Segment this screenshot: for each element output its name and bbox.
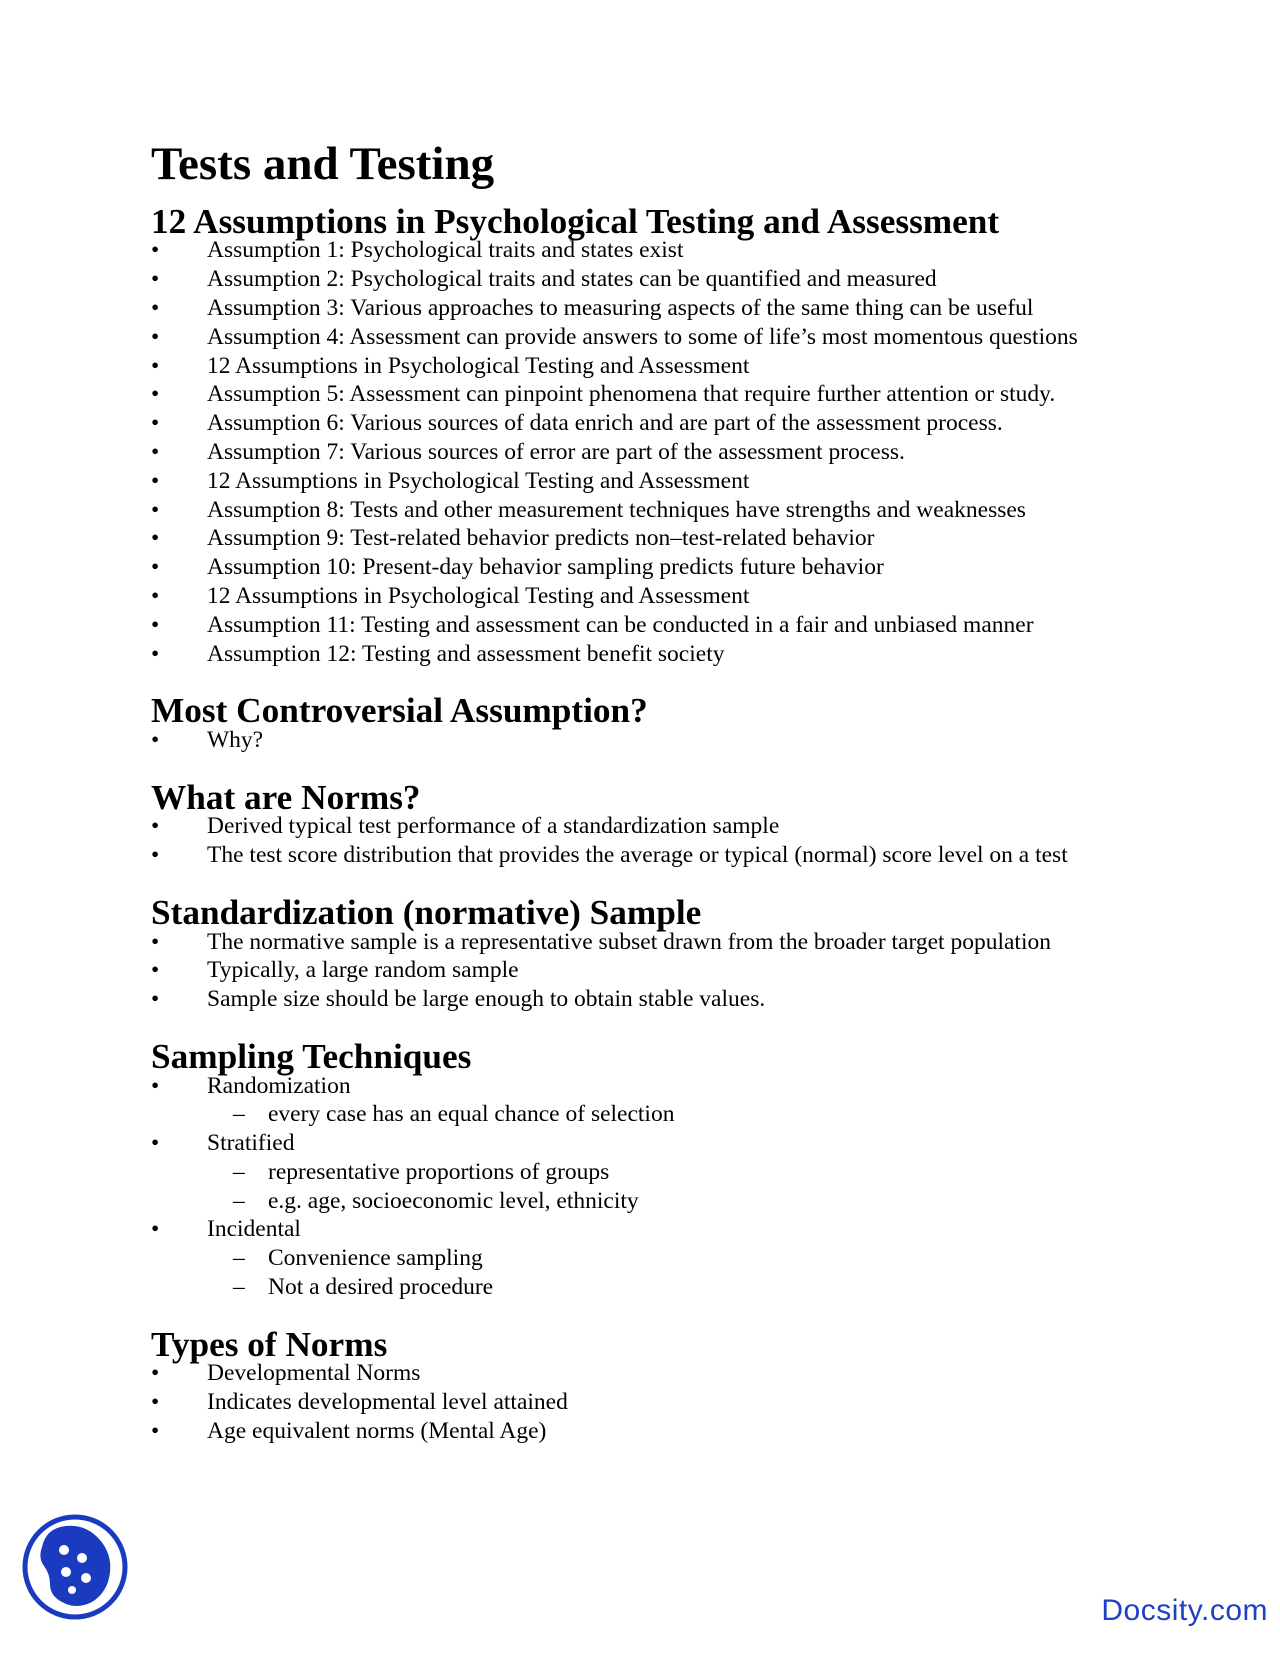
list-item-text: Assumption 1: Psychological traits and states exist bbox=[207, 237, 684, 264]
list-item bbox=[151, 841, 1161, 870]
list-item-text: Assumption 9: Test-related behavior predicts non–test-related behavior bbox=[207, 525, 875, 552]
docsity-brand-link[interactable]: Docsity.com bbox=[1101, 1594, 1268, 1627]
list-item bbox=[151, 956, 1161, 985]
bullet-icon: • bbox=[151, 640, 160, 667]
list-item bbox=[151, 1417, 1161, 1446]
document-title: Tests and Testing bbox=[151, 138, 495, 190]
section-heading: Sampling Techniques bbox=[151, 1036, 472, 1076]
bullet-icon: • bbox=[151, 352, 160, 379]
list-item-text: The test score distribution that provides the average or typical (normal) score level on a test bbox=[207, 842, 1068, 869]
section-heading: 12 Assumptions in Psychological Testing and Assessment bbox=[151, 201, 1000, 241]
list-item-text: Assumption 11: Testing and assessment can be conducted in a fair and unbiased manner bbox=[207, 611, 1034, 638]
list-item bbox=[151, 236, 1161, 265]
dash-icon: – bbox=[233, 1101, 245, 1128]
sub-list-item-text: Convenience sampling bbox=[268, 1245, 483, 1272]
bullet-icon: • bbox=[151, 1418, 160, 1445]
list-item-text: Indicates developmental level attained bbox=[207, 1389, 568, 1416]
sub-list-item bbox=[151, 1100, 1161, 1129]
list-item bbox=[151, 524, 1161, 553]
section bbox=[151, 892, 1161, 1014]
bullet-icon: • bbox=[151, 1130, 160, 1157]
sub-list-item bbox=[151, 1273, 1161, 1302]
bullet-list bbox=[151, 726, 1161, 755]
sub-list-item-text: Not a desired procedure bbox=[268, 1274, 494, 1301]
list-item bbox=[151, 611, 1161, 640]
list-item bbox=[151, 409, 1161, 438]
bullet-icon: • bbox=[151, 986, 160, 1013]
section bbox=[151, 777, 1161, 870]
list-item-text: Assumption 5: Assessment can pinpoint phenomena that require further attention or study. bbox=[207, 381, 1056, 408]
section bbox=[151, 691, 1161, 755]
bullet-icon: • bbox=[151, 237, 160, 264]
sub-list-item bbox=[151, 1158, 1161, 1187]
list-item bbox=[151, 582, 1161, 611]
list-item bbox=[151, 380, 1161, 409]
document-body bbox=[151, 138, 1161, 1446]
list-item bbox=[151, 640, 1161, 669]
list-item-text: Randomization bbox=[207, 1072, 351, 1099]
section bbox=[151, 1324, 1161, 1446]
list-item bbox=[151, 726, 1161, 755]
bullet-icon: • bbox=[151, 1389, 160, 1416]
list-item-text: Derived typical test performance of a standardization sample bbox=[207, 813, 780, 840]
list-item bbox=[151, 928, 1161, 957]
dash-icon: – bbox=[233, 1274, 245, 1301]
list-item-text: Assumption 2: Psychological traits and states can be quantified and measured bbox=[207, 266, 937, 293]
list-item bbox=[151, 985, 1161, 1014]
bullet-icon: • bbox=[151, 438, 160, 465]
bullet-icon: • bbox=[151, 554, 160, 581]
section-heading: Most Controversial Assumption? bbox=[151, 691, 648, 731]
bullet-list bbox=[151, 928, 1161, 1014]
list-item bbox=[151, 1129, 1161, 1215]
bullet-icon: • bbox=[151, 410, 160, 437]
sub-list bbox=[151, 1158, 1161, 1216]
bullet-icon: • bbox=[151, 813, 160, 840]
list-item-text: Assumption 7: Various sources of error are part of the assessment process. bbox=[207, 438, 905, 465]
dash-icon: – bbox=[233, 1187, 245, 1214]
list-item-text: Assumption 12: Testing and assessment benefit society bbox=[207, 640, 725, 667]
list-item bbox=[151, 1359, 1161, 1388]
bullet-list bbox=[151, 1072, 1161, 1302]
bullet-icon: • bbox=[151, 496, 160, 523]
bullet-icon: • bbox=[151, 928, 160, 955]
list-item-text: Sample size should be large enough to obtain stable values. bbox=[207, 986, 766, 1013]
list-item-text: 12 Assumptions in Psychological Testing and Assessment bbox=[207, 582, 750, 609]
sub-list bbox=[151, 1100, 1161, 1129]
section-heading: Standardization (normative) Sample bbox=[151, 892, 702, 932]
dash-icon: – bbox=[233, 1245, 245, 1272]
bullet-icon: • bbox=[151, 323, 160, 350]
list-item-text: Assumption 10: Present-day behavior sampling predicts future behavior bbox=[207, 554, 884, 581]
list-item-text: 12 Assumptions in Psychological Testing and Assessment bbox=[207, 467, 750, 494]
list-item bbox=[151, 265, 1161, 294]
list-item-text: Why? bbox=[207, 726, 264, 753]
list-item bbox=[151, 1072, 1161, 1130]
dash-icon: – bbox=[233, 1158, 245, 1185]
bullet-icon: • bbox=[151, 1072, 160, 1099]
list-item bbox=[151, 438, 1161, 467]
sub-list-item bbox=[151, 1187, 1161, 1216]
sub-list-item bbox=[151, 1244, 1161, 1273]
list-item-text: Assumption 6: Various sources of data enrich and are part of the assessment process. bbox=[207, 410, 1003, 437]
bullet-icon: • bbox=[151, 842, 160, 869]
list-item-text: Assumption 4: Assessment can provide answers to some of life’s most momentous questions bbox=[207, 323, 1078, 350]
bullet-icon: • bbox=[151, 582, 160, 609]
sub-list-item-text: every case has an equal chance of selection bbox=[268, 1101, 675, 1128]
bullet-icon: • bbox=[151, 1360, 160, 1387]
bullet-icon: • bbox=[151, 726, 160, 753]
list-item-text: Developmental Norms bbox=[207, 1360, 421, 1387]
bullet-list bbox=[151, 1359, 1161, 1445]
list-item-text: 12 Assumptions in Psychological Testing and Assessment bbox=[207, 352, 750, 379]
document-sections bbox=[151, 201, 1161, 1446]
sub-list-item-text: e.g. age, socioeconomic level, ethnicity bbox=[268, 1187, 639, 1214]
list-item bbox=[151, 496, 1161, 525]
sub-list-item-text: representative proportions of groups bbox=[268, 1158, 610, 1185]
list-item-text: The normative sample is a representative subset drawn from the broader target population bbox=[207, 928, 1051, 955]
bullet-icon: • bbox=[151, 266, 160, 293]
list-item bbox=[151, 1388, 1161, 1417]
docsity-logo-icon bbox=[20, 1512, 130, 1622]
list-item bbox=[151, 352, 1161, 381]
section-heading: What are Norms? bbox=[151, 777, 421, 817]
list-item bbox=[151, 294, 1161, 323]
bullet-icon: • bbox=[151, 381, 160, 408]
list-item bbox=[151, 1215, 1161, 1301]
bullet-icon: • bbox=[151, 294, 160, 321]
list-item-text: Assumption 3: Various approaches to measuring aspects of the same thing can be useful bbox=[207, 294, 1034, 321]
list-item-text: Incidental bbox=[207, 1216, 301, 1243]
section-heading: Types of Norms bbox=[151, 1324, 388, 1364]
list-item-text: Age equivalent norms (Mental Age) bbox=[207, 1418, 547, 1445]
bullet-list bbox=[151, 236, 1161, 668]
list-item bbox=[151, 467, 1161, 496]
list-item bbox=[151, 323, 1161, 352]
list-item-text: Stratified bbox=[207, 1130, 295, 1157]
section bbox=[151, 201, 1161, 669]
sub-list bbox=[151, 1244, 1161, 1302]
list-item-text: Assumption 8: Tests and other measurement techniques have strengths and weaknesses bbox=[207, 496, 1026, 523]
bullet-list bbox=[151, 812, 1161, 870]
list-item bbox=[151, 553, 1161, 582]
bullet-icon: • bbox=[151, 525, 160, 552]
bullet-icon: • bbox=[151, 467, 160, 494]
list-item-text: Typically, a large random sample bbox=[207, 957, 519, 984]
bullet-icon: • bbox=[151, 611, 160, 638]
section bbox=[151, 1036, 1161, 1302]
bullet-icon: • bbox=[151, 957, 160, 984]
bullet-icon: • bbox=[151, 1216, 160, 1243]
list-item bbox=[151, 812, 1161, 841]
